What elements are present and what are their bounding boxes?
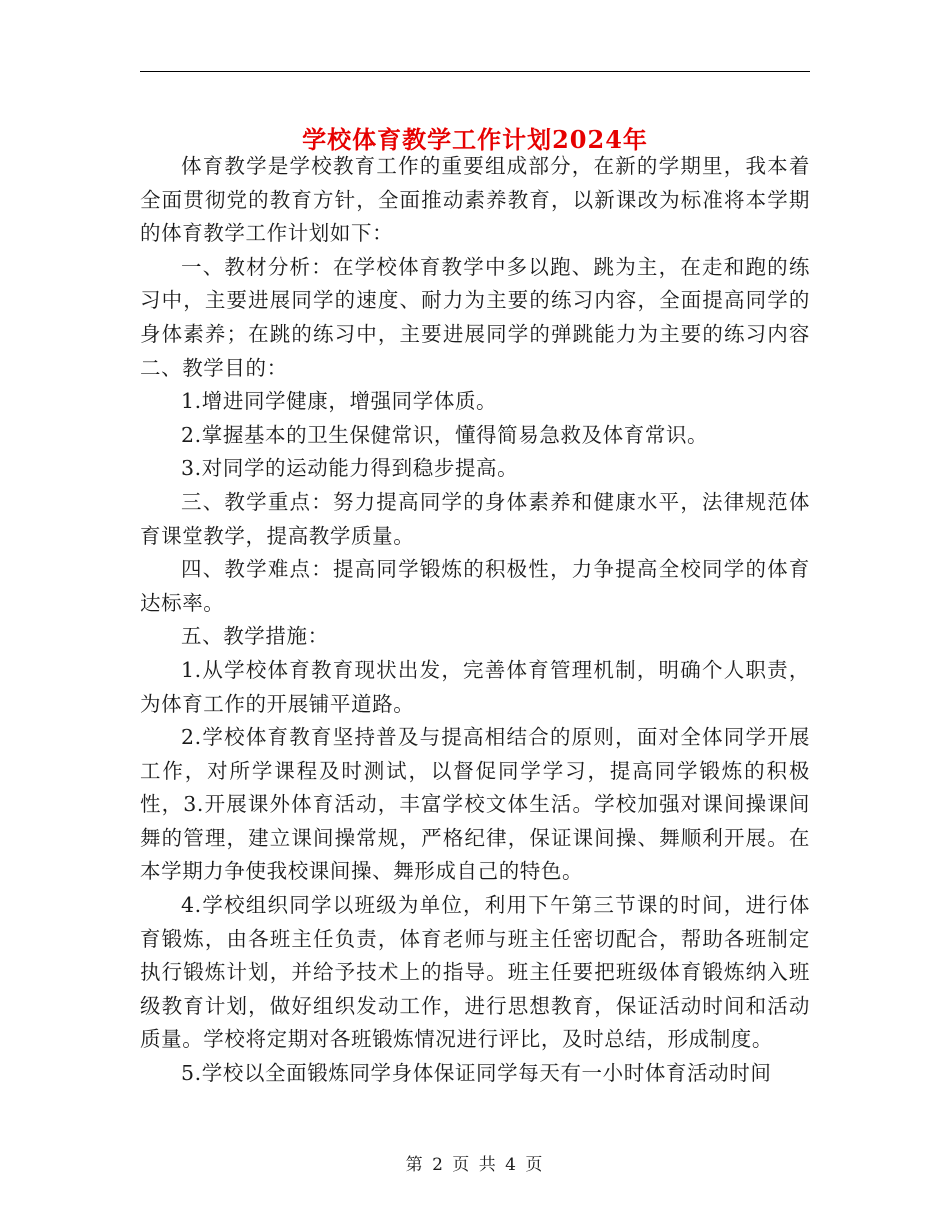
document-body <box>140 150 810 1091</box>
paragraph-intro: 体育教学是学校教育工作的重要组成部分，在新的学期里，我本着全面贯彻党的教育方针，全面推动素养教育，以新课改为标准将本学期的体育教学工作计划如下： <box>140 154 810 246</box>
paragraph-goal-2: 2.掌握基本的卫生保健常识，懂得简易急救及体育常识。 <box>181 422 709 447</box>
header-rule <box>140 71 810 72</box>
paragraph-measures-heading: 五、教学措施： <box>181 624 329 649</box>
paragraph-material-analysis: 一、教材分析：在学校体育教学中多以跑、跳为主，在走和跑的练习中，主要进展同学的速度、耐力为主要的练习内容，全面提高同学的身体素养；在跳的练习中，主要进展同学的弹跳能力为主要的练习内容二、教学目的： <box>140 254 810 380</box>
paragraph-measure-5: 5.学校以全面锻炼同学身体保证同学每天有一小时体育活动时间 <box>181 1061 772 1086</box>
paragraph-measure-4: 4.学校组织同学以班级为单位，利用下午第三节课的时间，进行体育锻炼，由各班主任负责，体育老师与班主任密切配合，帮助各班制定执行锻炼计划，并给予技术上的指导。班主任要把班级体育锻炼纳入班级教育计划，做好组织发动工作，进行思想教育，保证活动时间和活动质量。学校将定期对各班锻炼情况进行评比，及时总结，形成制度。 <box>140 893 810 1052</box>
document-title: 学校体育教学工作计划2024年 <box>302 125 648 155</box>
page-number: 第 2 页 共 4 页 <box>405 1155 545 1175</box>
paragraph-difficulties: 四、教学难点：提高同学锻炼的积极性，力争提高全校同学的体育达标率。 <box>140 557 810 615</box>
paragraph-goal-1: 1.增进同学健康，增强同学体质。 <box>181 389 498 414</box>
paragraph-measure-2: 2.学校体育教育坚持普及与提高相结合的原则，面对全体同学开展工作，对所学课程及时测试，以督促同学学习，提高同学锻炼的积极性，3.开展课外体育活动，丰富学校文体生活。学校加强对课间操课间舞的管理，建立课间操常规，严格纪律，保证课间操、舞顺利开展。在本学期力争使我校课间操、舞形成自己的特色。 <box>140 725 810 884</box>
paragraph-goal-3: 3.对同学的运动能力得到稳步提高。 <box>181 456 519 481</box>
paragraph-measure-1: 1.从学校体育教育现状出发，完善体育管理机制，明确个人职责，为体育工作的开展铺平道路。 <box>140 657 810 716</box>
paragraph-key-points: 三、教学重点：努力提高同学的身体素养和健康水平，法律规范体育课堂教学，提高教学质量。 <box>140 489 810 548</box>
